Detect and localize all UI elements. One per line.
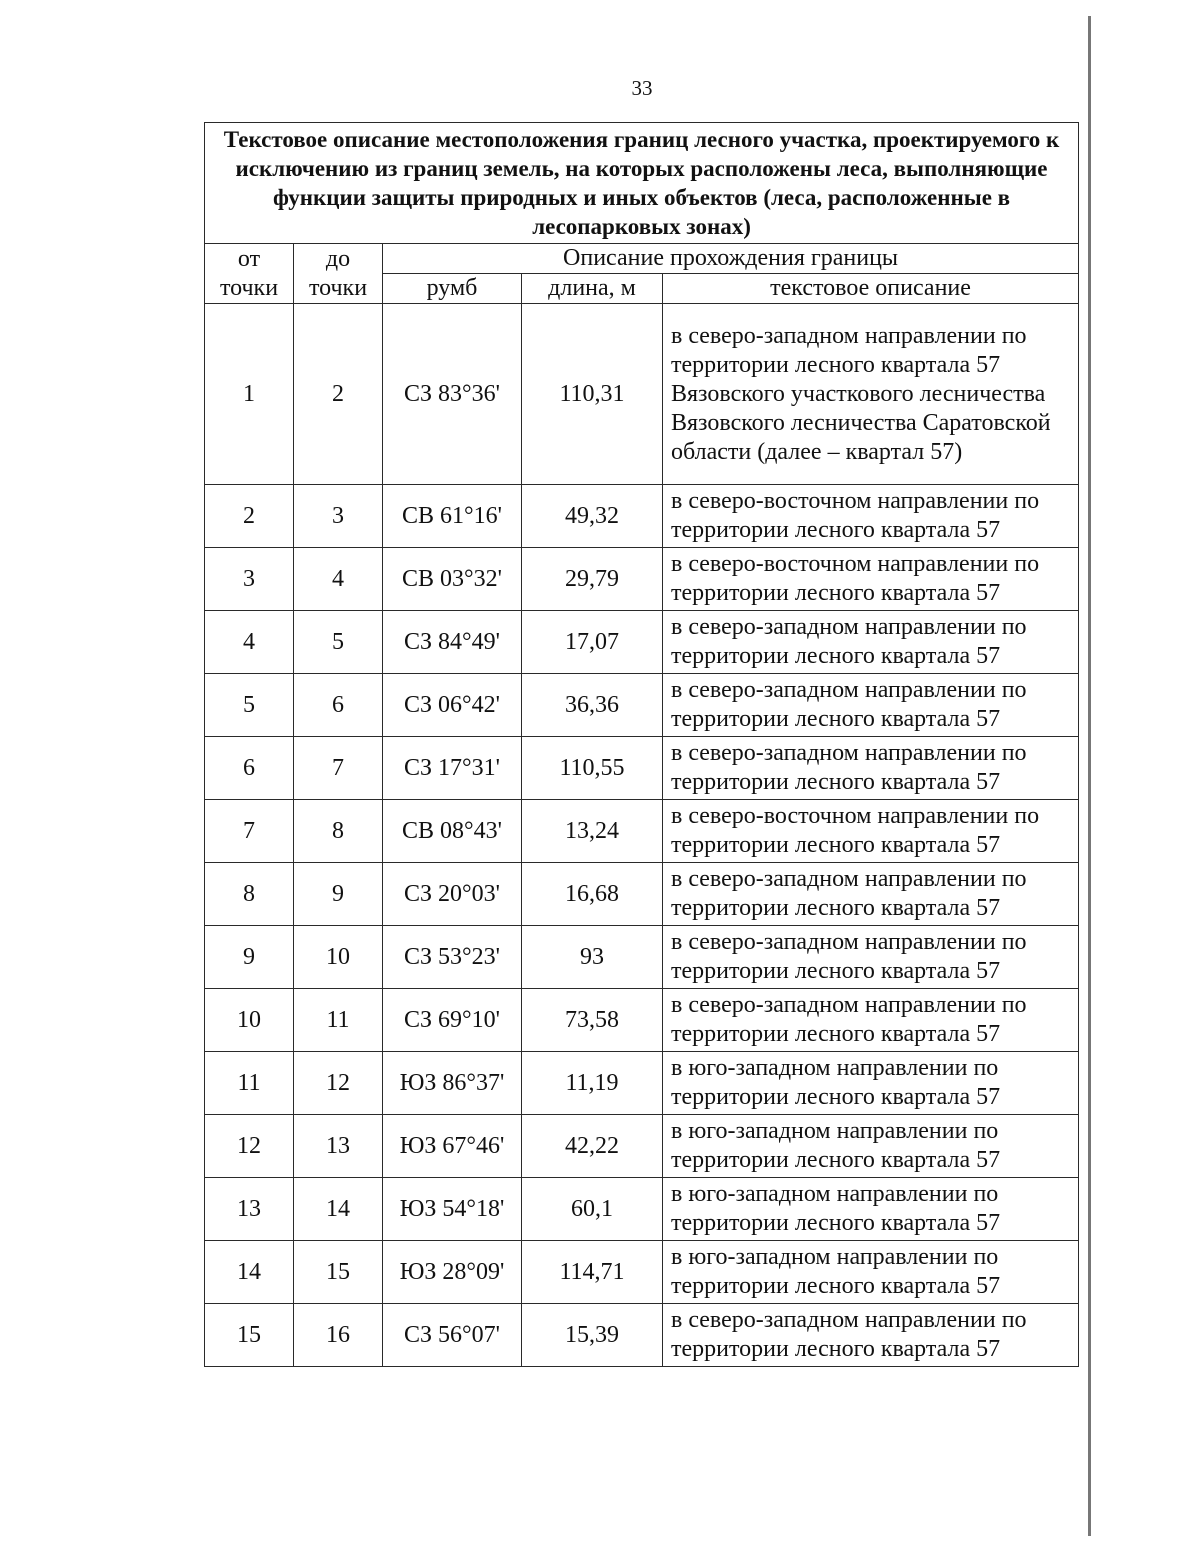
cell-bearing: СЗ 56°07' xyxy=(383,1304,522,1367)
cell-from: 11 xyxy=(205,1052,294,1115)
column-header-description: текстовое описание xyxy=(663,274,1079,304)
cell-from: 8 xyxy=(205,863,294,926)
cell-from: 4 xyxy=(205,611,294,674)
column-header-bearing: румб xyxy=(383,274,522,304)
table-row xyxy=(205,926,1079,989)
cell-length: 17,07 xyxy=(522,611,663,674)
cell-bearing: СВ 08°43' xyxy=(383,800,522,863)
cell-to: 6 xyxy=(294,674,383,737)
cell-from: 3 xyxy=(205,548,294,611)
cell-description: в северо-западном направлении по территории лесного квартала 57 xyxy=(663,611,1079,674)
column-header-from-line1: от xyxy=(237,245,261,272)
cell-length: 73,58 xyxy=(522,989,663,1052)
cell-bearing: СЗ 06°42' xyxy=(383,674,522,737)
cell-length: 60,1 xyxy=(522,1178,663,1241)
cell-description: в северо-западном направлении по территории лесного квартала 57 xyxy=(663,674,1079,737)
table-row xyxy=(205,800,1079,863)
cell-length: 42,22 xyxy=(522,1115,663,1178)
cell-bearing: ЮЗ 86°37' xyxy=(383,1052,522,1115)
cell-description: в юго-западном направлении по территории лесного квартала 57 xyxy=(663,1115,1079,1178)
table-row xyxy=(205,989,1079,1052)
table-row xyxy=(205,863,1079,926)
cell-length: 110,55 xyxy=(522,737,663,800)
column-header-to-line1: до xyxy=(325,245,351,272)
cell-to: 8 xyxy=(294,800,383,863)
cell-description: в северо-восточном направлении по территории лесного квартала 57 xyxy=(663,800,1079,863)
table-row xyxy=(205,1052,1079,1115)
cell-length: 13,24 xyxy=(522,800,663,863)
title-row xyxy=(205,123,1079,244)
cell-length: 36,36 xyxy=(522,674,663,737)
table-row xyxy=(205,1178,1079,1241)
cell-length: 93 xyxy=(522,926,663,989)
cell-from: 15 xyxy=(205,1304,294,1367)
column-header-from xyxy=(205,244,294,304)
cell-description: в юго-западном направлении по территории лесного квартала 57 xyxy=(663,1178,1079,1241)
table-row xyxy=(205,1304,1079,1367)
cell-from: 5 xyxy=(205,674,294,737)
cell-length: 114,71 xyxy=(522,1241,663,1304)
cell-bearing: СВ 61°16' xyxy=(383,485,522,548)
cell-description: в северо-западном направлении по территории лесного квартала 57 xyxy=(663,863,1079,926)
cell-description: в юго-западном направлении по территории лесного квартала 57 xyxy=(663,1052,1079,1115)
column-header-length: длина, м xyxy=(522,274,663,304)
cell-length: 29,79 xyxy=(522,548,663,611)
scan-edge-line xyxy=(1088,16,1091,1536)
cell-from: 12 xyxy=(205,1115,294,1178)
cell-description: в северо-западном направлении по территории лесного квартала 57 Вязовского участкового лесничества Вязовского лесничества Саратовской области (далее – квартал 57) xyxy=(663,304,1079,485)
cell-to: 14 xyxy=(294,1178,383,1241)
cell-to: 13 xyxy=(294,1115,383,1178)
cell-bearing: СЗ 17°31' xyxy=(383,737,522,800)
cell-to: 7 xyxy=(294,737,383,800)
cell-bearing: СЗ 69°10' xyxy=(383,989,522,1052)
cell-description: в северо-восточном направлении по территории лесного квартала 57 xyxy=(663,485,1079,548)
cell-to: 10 xyxy=(294,926,383,989)
cell-from: 6 xyxy=(205,737,294,800)
column-header-to xyxy=(294,244,383,304)
cell-description: в северо-восточном направлении по территории лесного квартала 57 xyxy=(663,548,1079,611)
cell-length: 49,32 xyxy=(522,485,663,548)
cell-to: 15 xyxy=(294,1241,383,1304)
cell-description: в северо-западном направлении по территории лесного квартала 57 xyxy=(663,737,1079,800)
column-header-from-line2: точки xyxy=(219,274,279,301)
column-group-header: Описание прохождения границы xyxy=(383,244,1079,274)
cell-length: 15,39 xyxy=(522,1304,663,1367)
cell-bearing: ЮЗ 28°09' xyxy=(383,1241,522,1304)
cell-from: 9 xyxy=(205,926,294,989)
cell-from: 13 xyxy=(205,1178,294,1241)
cell-to: 5 xyxy=(294,611,383,674)
table-row xyxy=(205,304,1079,485)
cell-from: 2 xyxy=(205,485,294,548)
boundary-table xyxy=(204,122,1079,1367)
table-row xyxy=(205,1115,1079,1178)
cell-bearing: СВ 03°32' xyxy=(383,548,522,611)
table-row xyxy=(205,674,1079,737)
table-row xyxy=(205,485,1079,548)
cell-bearing: СЗ 84°49' xyxy=(383,611,522,674)
column-header-to-line2: точки xyxy=(308,274,368,301)
cell-from: 1 xyxy=(205,304,294,485)
cell-to: 12 xyxy=(294,1052,383,1115)
cell-to: 16 xyxy=(294,1304,383,1367)
cell-to: 2 xyxy=(294,304,383,485)
cell-description: в юго-западном направлении по территории лесного квартала 57 xyxy=(663,1241,1079,1304)
cell-length: 110,31 xyxy=(522,304,663,485)
cell-to: 9 xyxy=(294,863,383,926)
cell-length: 11,19 xyxy=(522,1052,663,1115)
cell-bearing: СЗ 83°36' xyxy=(383,304,522,485)
cell-bearing: ЮЗ 67°46' xyxy=(383,1115,522,1178)
cell-description: в северо-западном направлении по территории лесного квартала 57 xyxy=(663,926,1079,989)
cell-from: 7 xyxy=(205,800,294,863)
table-row xyxy=(205,1241,1079,1304)
cell-bearing: СЗ 20°03' xyxy=(383,863,522,926)
table-title: Текстовое описание местоположения границ лесного участка, проектируемого к исключению из границ земель, на которых расположены леса, выполняющие функции защиты природных и иных объектов (леса, расположенные в лесопарковых зонах) xyxy=(205,123,1079,244)
cell-bearing: СЗ 53°23' xyxy=(383,926,522,989)
cell-description: в северо-западном направлении по территории лесного квартала 57 xyxy=(663,1304,1079,1367)
table-row xyxy=(205,611,1079,674)
cell-to: 11 xyxy=(294,989,383,1052)
cell-from: 14 xyxy=(205,1241,294,1304)
page-number: 33 xyxy=(631,76,653,100)
table-row xyxy=(205,548,1079,611)
cell-length: 16,68 xyxy=(522,863,663,926)
table-row xyxy=(205,737,1079,800)
cell-to: 3 xyxy=(294,485,383,548)
cell-from: 10 xyxy=(205,989,294,1052)
header-row-1 xyxy=(205,244,1079,274)
cell-to: 4 xyxy=(294,548,383,611)
cell-description: в северо-западном направлении по территории лесного квартала 57 xyxy=(663,989,1079,1052)
cell-bearing: ЮЗ 54°18' xyxy=(383,1178,522,1241)
